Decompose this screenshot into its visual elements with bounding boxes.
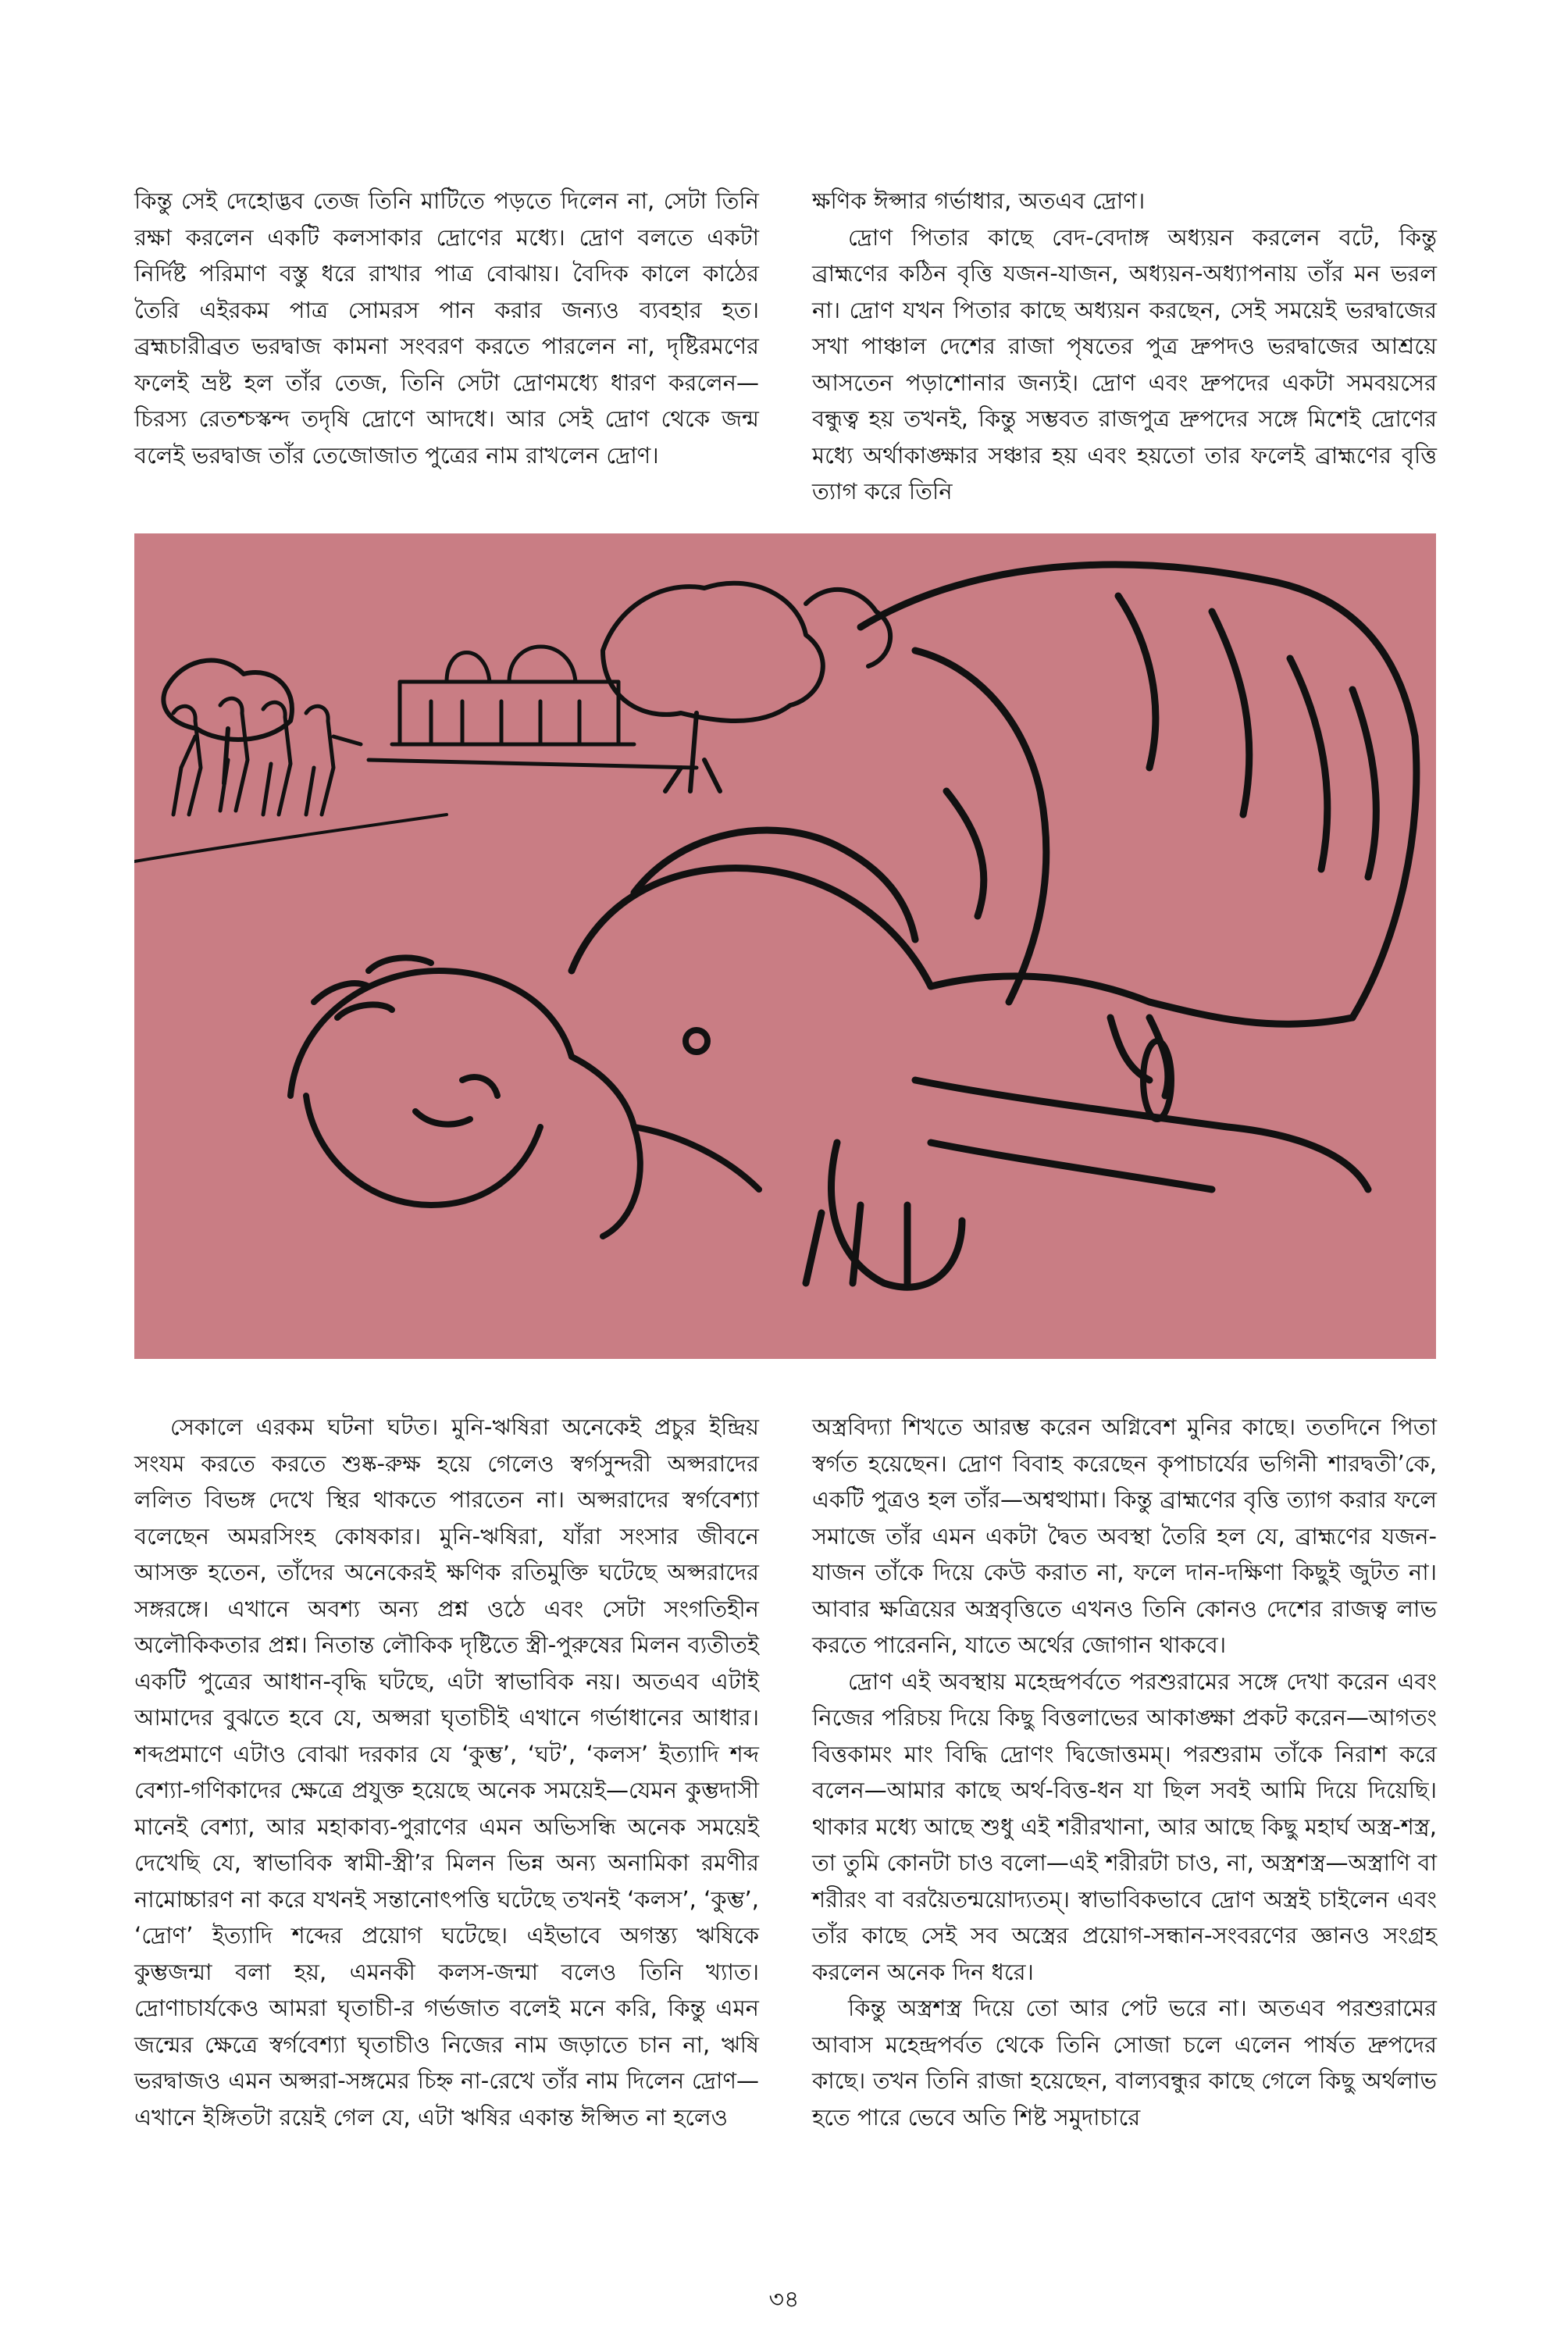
text-column-top-right [812,183,1437,510]
figures-drawing [173,698,361,815]
ornament-drawing [686,1030,707,1052]
illustration [134,533,1436,1359]
head-drawing [290,957,759,1236]
horizon-line [134,815,447,861]
building-drawing [369,647,697,768]
reclining-figure-drawing [572,565,1417,1287]
tree-drawing [163,583,890,791]
paragraph: দ্রোণ পিতার কাছে বেদ-বেদাঙ্গ অধ্যয়ন করলেন বটে, কিন্তু ব্রাহ্মণের কঠিন বৃত্তি যজন-যাজন, অধ্যয়ন-অধ্যাপনায় তাঁর মন ভরল না। দ্রোণ যখন পিতার কাছে অধ্যয়ন করছেন, সেই সময়েই ভরদ্বাজের সখা পাঞ্চাল দেশের রাজা পৃষতের পুত্র দ্রুপদও ভরদ্বাজের আশ্রয়ে আসতেন পড়াশোনার জন্যই। দ্রোণ এবং দ্রুপদের একটা সমবয়সের বন্ধুত্ব হয় তখনই, কিন্তু সম্ভবত রাজপুত্র দ্রুপদের সঙ্গে মিশেই দ্রোণের মধ্যে অর্থাকাঙ্ক্ষার সঞ্চার হয় এবং হয়তো তার ফলেই ব্রাহ্মণের বৃত্তি ত্যাগ করে তিনি [812,223,1437,505]
text-column-bottom-right [812,1409,1437,2135]
paragraph: ক্ষণিক ঈপ্সার গর্ভাধার, অতএব দ্রোণ। [812,187,1146,214]
paragraph: সেকালে এরকম ঘটনা ঘটত। মুনি-ঋষিরা অনেকেই প্রচুর ইন্দ্রিয় সংযম করতে করতে শুষ্ক-রুক্ষ হয়ে গেলেও স্বর্গসুন্দরী অপ্সরাদের ললিত বিভঙ্গ দেখে স্থির থাকতে পারতেন না। অপ্সরাদের স্বর্গবেশ্যা বলেছেন অমরসিংহ কোষকার। মুনি-ঋষিরা, যাঁরা সংসার জীবনে আসক্ত হতেন, তাঁদের অনেকেরই ক্ষণিক রতিমুক্তি ঘটেছে অপ্সরাদের সঙ্গরঙ্গে। এখানে অবশ্য অন্য প্রশ্ন ওঠে এবং সেটা সংগতিহীন অলৌকিকতার প্রশ্ন। নিতান্ত লৌকিক দৃষ্টিতে স্ত্রী-পুরুষের মিলন ব্যতীতই একটি পুত্রের আধান-বৃদ্ধি ঘটছে, এটা স্বাভাবিক নয়। অতএব এটাই আমাদের বুঝতে হবে যে, অপ্সরা ঘৃতাচীই এখানে গর্ভাধানের আধার। শব্দপ্রমাণে এটাও বোঝা দরকার যে ‘কুম্ভ’, ‘ঘট’, ‘কলস’ ইত্যাদি শব্দ বেশ্যা-গণিকাদের ক্ষেত্রে প্রযুক্ত হয়েছে অনেক সময়েই—যেমন কুম্ভদাসী মানেই বেশ্যা, আর মহাকাব্য-পুরাণের এমন অভিসন্ধি অনেক সময়েই দেখেছি যে, স্বাভাবিক স্বামী-স্ত্রী’র মিলন ভিন্ন অন্য অনামিকা রমণীর নামোচ্চারণ না করে যখনই সন্তানোৎপত্তি ঘটেছে তখনই ‘কলস’, ‘কুম্ভ’, ‘দ্রোণ’ ইত্যাদি শব্দের প্রয়োগ ঘটেছে। এইভাবে অগস্ত্য ঋষিকে কুম্ভজন্মা বলা হয়, এমনকী কলস-জন্মা বলেও তিনি খ্যাত। দ্রোণাচার্যকেও আমরা ঘৃতাচী-র গর্ভজাত বলেই মনে করি, কিন্তু এমন জন্মের ক্ষেত্রে স্বর্গবেশ্যা ঘৃতাচীও নিজের নাম জড়াতে চান না, ঋষি ভরদ্বাজও এমন অপ্সরা-সঙ্গমের চিহ্ন না-রেখে তাঁর নাম দিলেন দ্রোণ—এখানে ইঙ্গিতটা রয়েই গেল যে, এটা ঋষির একান্ত ঈপ্সিত না হলেও [134,1414,759,2131]
paragraph: কিন্তু সেই দেহোদ্ভব তেজ তিনি মাটিতে পড়তে দিলেন না, সেটা তিনি রক্ষা করলেন একটি কলসাকার দ্রোণের মধ্যে। দ্রোণ বলতে একটা নির্দিষ্ট পরিমাণ বস্তু ধরে রাখার পাত্র বোঝায়। বৈদিক কালে কাঠের তৈরি এইরকম পাত্র সোমরস পান করার জন্যও ব্যবহার হত। ব্রহ্মচারীব্রত ভরদ্বাজ কামনা সংবরণ করতে পারলেন না, দৃষ্টিরমণের ফলেই ভ্রষ্ট হল তাঁর তেজ, তিনি সেটা দ্রোণমধ্যে ধারণ করলেন—চিরস্য রেতশ্চস্কন্দ তদৃষি দ্রোণে আদধে। আর সেই দ্রোণ থেকে জন্ম বলেই ভরদ্বাজ তাঁর তেজোজাত পুত্রের নাম রাখলেন দ্রোণ। [134,187,759,469]
page-number: ৩৪ [768,2286,800,2313]
text-column-top-left [134,183,759,473]
text-column-bottom-left [134,1409,759,2135]
paragraph: কিন্তু অস্ত্রশস্ত্র দিয়ে তো আর পেট ভরে না। অতএব পরশুরামের আবাস মহেন্দ্রপর্বত থেকে তিনি সোজা চলে এলেন পার্ষত দ্রুপদের কাছে। তখন তিনি রাজা হয়েছেন, বাল্যবন্ধুর কাছে গেলে কিছু অর্থলাভ হতে পারে ভেবে অতি শিষ্ট সমুদাচারে [812,1995,1437,2131]
paragraph: অস্ত্রবিদ্যা শিখতে আরম্ভ করেন অগ্নিবেশ মুনির কাছে। ততদিনে পিতা স্বর্গত হয়েছেন। দ্রোণ বিবাহ করেছেন কৃপাচার্যের ভগিনী শারদ্বতী’কে, একটি পুত্রও হল তাঁর—অশ্বত্থামা। কিন্তু ব্রাহ্মণের বৃত্তি ত্যাগ করার ফলে সমাজে তাঁর এমন একটা দ্বৈত অবস্থা তৈরি হল যে, ব্রাহ্মণের যজন-যাজন তাঁকে দিয়ে কেউ করাত না, ফলে দান-দক্ষিণা কিছুই জুটত না। আবার ক্ষত্রিয়ের অস্ত্রবৃত্তিতে এখনও তিনি কোনও দেশের রাজত্ব লাভ করতে পারেননি, যাতে অর্থের জোগান থাকবে। [812,1414,1437,1658]
paragraph: দ্রোণ এই অবস্থায় মহেন্দ্রপর্বতে পরশুরামের সঙ্গে দেখা করেন এবং নিজের পরিচয় দিয়ে কিছু বিত্তলাভের আকাঙ্ক্ষা প্রকট করেন—আগতং বিত্তকামং মাং বিদ্ধি দ্রোণং দ্বিজোত্তমম্। পরশুরাম তাঁকে নিরাশ করে বলেন—আমার কাছে অর্থ-বিত্ত-ধন যা ছিল সবই আমি দিয়ে দিয়েছি। থাকার মধ্যে আছে শুধু এই শরীরখানা, আর আছে কিছু মহার্ঘ অস্ত্র-শস্ত্র, তা তুমি কোনটা চাও বলো—এই শরীরটা চাও, না, অস্ত্রশস্ত্র—অস্ত্রাণি বা শরীরং বা বরয়ৈতন্ময়োদ্যতম্। স্বাভাবিকভাবে দ্রোণ অস্ত্রই চাইলেন এবং তাঁর কাছে সেই সব অস্ত্রের প্রয়োগ-সন্ধান-সংবরণের জ্ঞানও সংগ্রহ করলেন অনেক দিন ধরে। [812,1667,1437,1985]
